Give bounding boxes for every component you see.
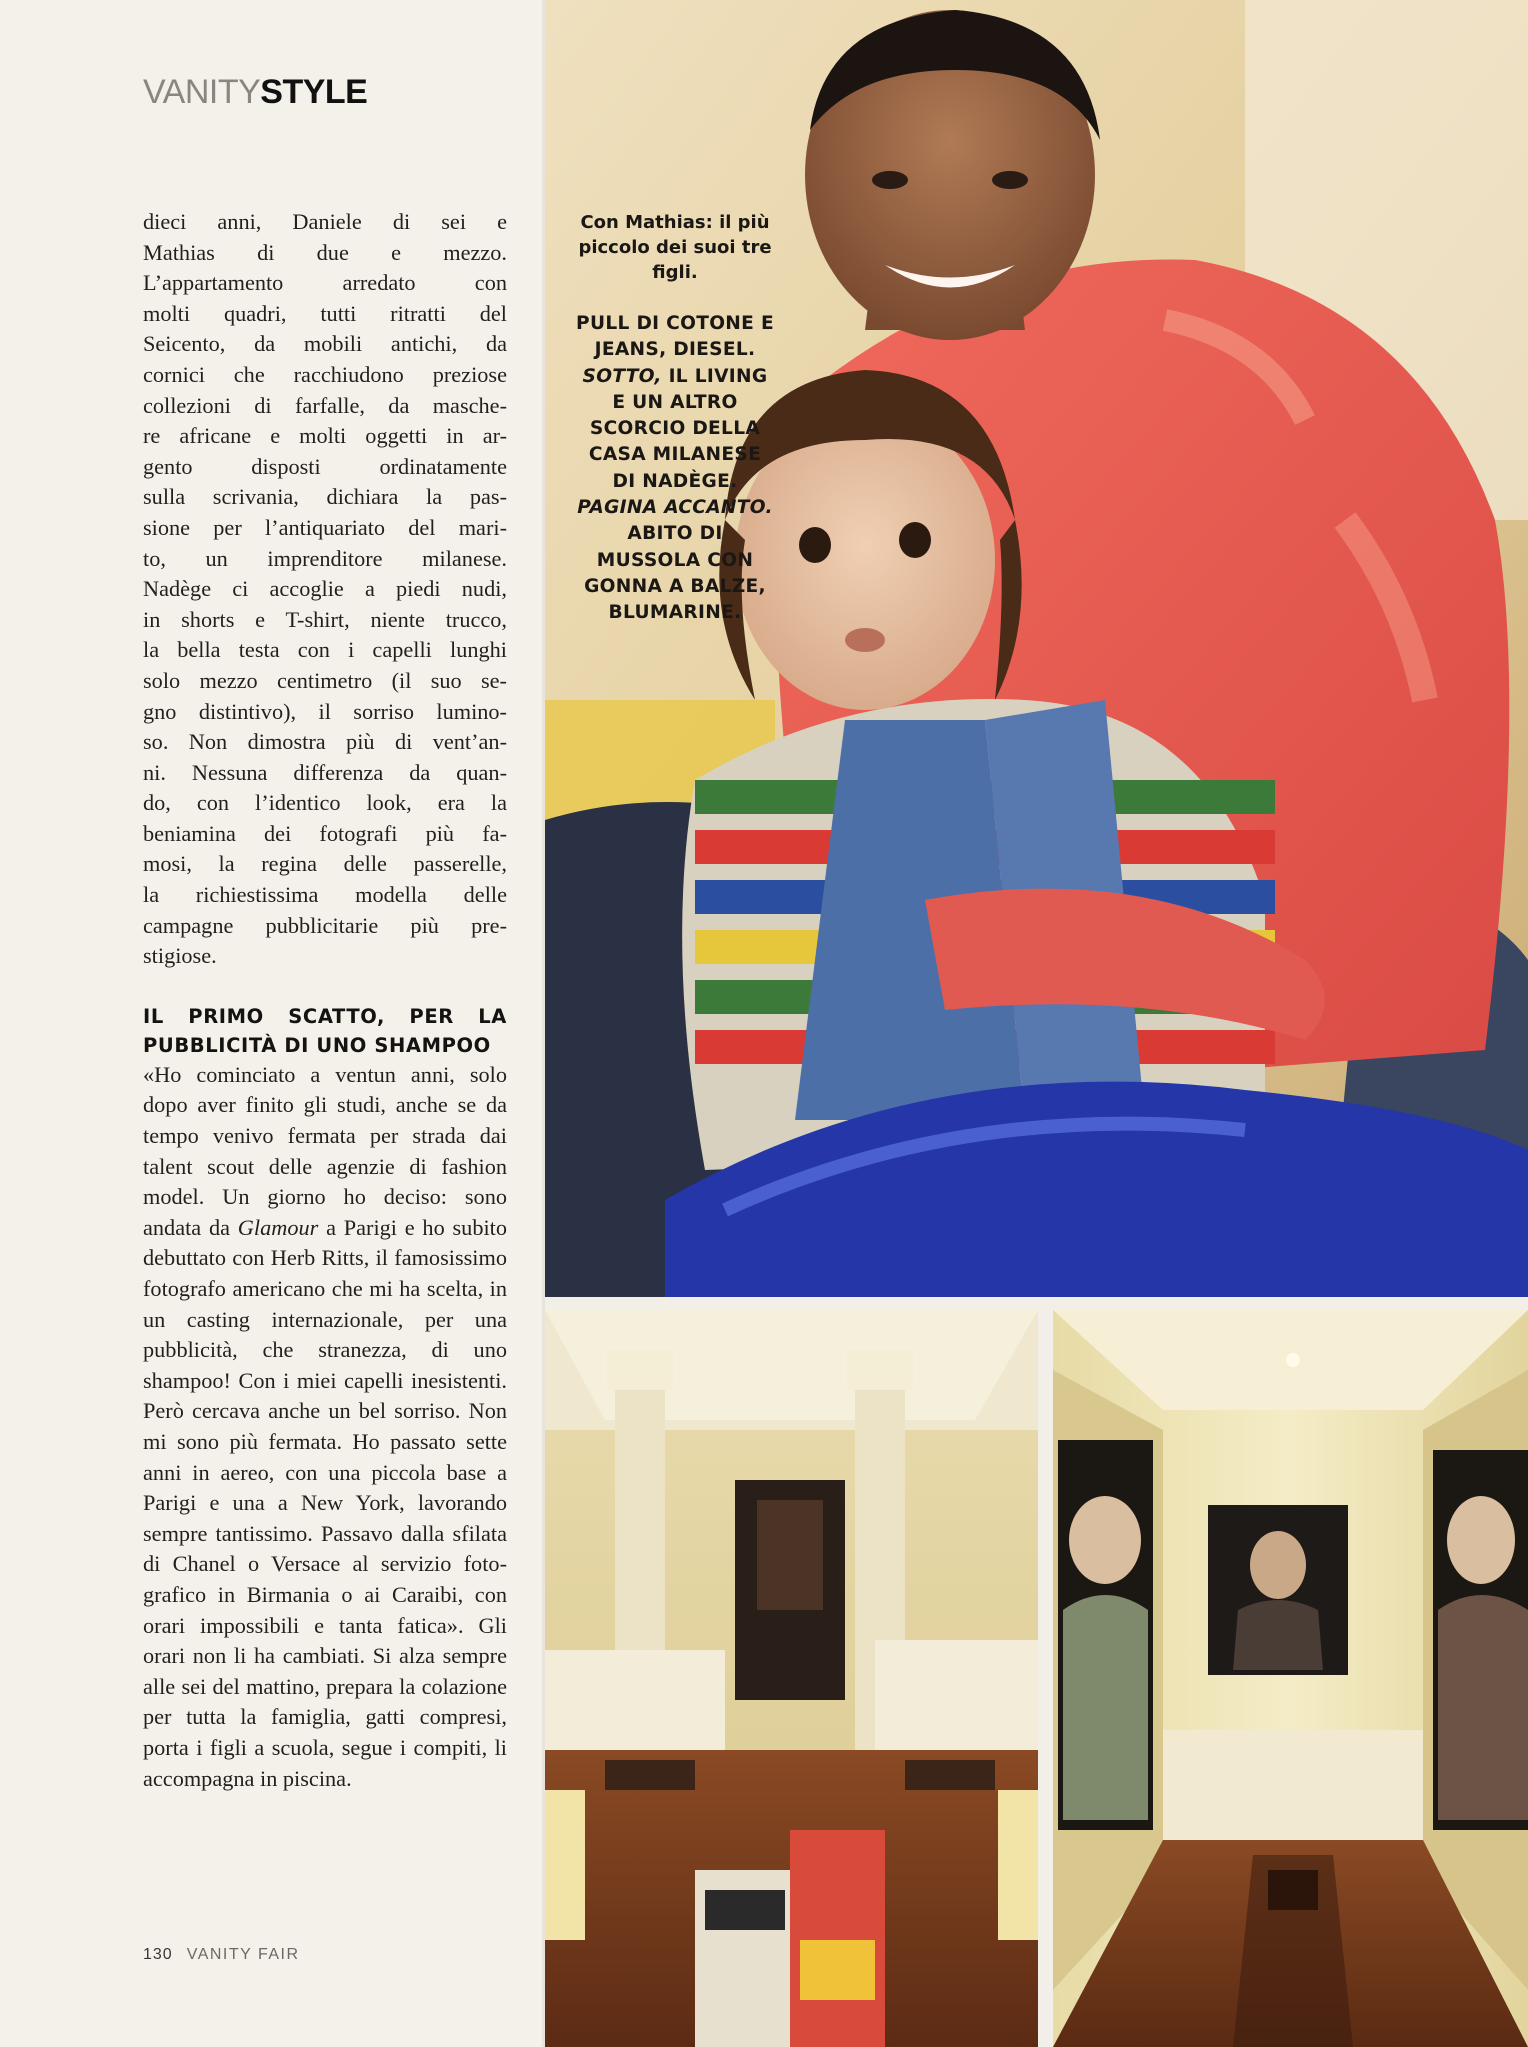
article-line: Nadège ci accoglie a piedi nudi, (143, 576, 507, 602)
caption-credit-4: PAGINA ACCANTO. (577, 497, 773, 519)
article-line: sione per l’antiquariato del mari- (143, 514, 507, 540)
paragraph-2-italic: Glamour (237, 1214, 319, 1240)
photo-caption (575, 210, 775, 627)
photo-gutter-horizontal (545, 1297, 1528, 1310)
caption-lead: Con Mathias: il più piccolo dei suoi tre figli. (578, 212, 772, 283)
article-paragraph-2 (143, 1060, 507, 1794)
photo-hallway (1053, 1310, 1528, 2047)
article-line: in shorts e T-shirt, niente trucco, (143, 606, 507, 632)
article-line: la bella testa con i capelli lunghi (143, 637, 507, 663)
caption-credit-2: SOTTO, (582, 365, 662, 387)
subhead-line-1: IL PRIMO SCATTO, PER LA (143, 1004, 507, 1028)
folio-magazine: VANITY FAIR (186, 1946, 300, 1963)
photo-living-room-illustration (545, 1310, 1038, 2047)
article-line: L’appartamento arredato con (143, 270, 507, 296)
article-line: cornici che racchiudono preziose (143, 361, 507, 387)
article-line: collezioni di farfalle, da masche- (143, 392, 507, 418)
photo-gutter-vertical (1038, 1310, 1053, 2047)
article-line: mosi, la regina delle passerelle, (143, 851, 507, 877)
article-line: campagne pubblicitarie più pre- (143, 912, 507, 938)
masthead (143, 72, 367, 112)
article-line: Seicento, da mobili antichi, da (143, 331, 507, 357)
article-line: Mathias di due e mezzo. (143, 239, 507, 265)
paragraph-2-text-b: a Parigi e ho subito debuttato con Herb Ritts, il famosissimo fotografo americano che mi ha scelta, in un casting internazionale, per una pubblicità, che stranezza, di uno shampoo! Con i miei capelli inesistenti. Però cercava anche un bel sorriso. Non mi sono più fermata. Ho passato sette anni in aereo, con una piccola base a Parigi e una a New York, lavorando sempre tantissimo. Passavo dalla sfilata di Chanel o Versace al servizio fotografico in Birmania o ai Caraibi, con orari impossibili e tanta fatica». Gli orari non li ha cambiati. Si alza sempre alle sei del mattino, prepara la colazione per tutta la famiglia, gatti compresi, porta i figli a scuola, segue i compiti, li accompagna in piscina. (143, 1214, 508, 1791)
caption-credit-3: IL LIVING E UN ALTRO SCORCIO DELLA CASA MILANESE DI NADÈGE. (588, 365, 768, 492)
subhead-line-2: PUBBLICITÀ DI UNO SHAMPOO (143, 1033, 491, 1057)
photo-hallway-illustration (1053, 1310, 1528, 2047)
article-line: beniamina dei fotografi più fa- (143, 820, 507, 846)
page-number: 130 (143, 1946, 173, 1963)
masthead-section: STYLE (260, 73, 368, 111)
caption-credit-5: ABITO DI MUSSOLA CON GONNA A BALZE, BLUMARINE. (584, 523, 766, 624)
paragraph-2-text-a: «Ho cominciato a ventun anni, solo dopo aver finito gli studi, anche se da tempo venivo fermata per strada dai talent scout delle agenzie di fashion model. Un giorno ho deciso: sono andata da (143, 1061, 507, 1240)
article-paragraph-1 (143, 207, 507, 972)
photo-mother-and-child (545, 0, 1528, 1297)
article-line: dieci anni, Daniele di sei e (143, 209, 507, 234)
article-subhead (143, 1002, 507, 1060)
article-line: so. Non dimostra più di vent’an- (143, 729, 507, 755)
article-line: to, un imprenditore milanese. (143, 545, 507, 571)
article-line: la richiestissima modella delle (143, 882, 507, 908)
caption-credit-1: PULL DI COTONE E JEANS, DIESEL. (576, 313, 774, 361)
masthead-brand: VANITY (143, 73, 261, 111)
article-line: gno distintivo), il sorriso lumino- (143, 698, 507, 724)
folio (143, 1946, 300, 1964)
article-body (143, 207, 507, 1794)
article-line: do, con l’identico look, era la (143, 790, 507, 816)
caption-credits (575, 311, 775, 627)
article-line: sulla scrivania, dichiara la pas- (143, 484, 507, 510)
article-line: re africane e molti oggetti in ar- (143, 423, 507, 449)
article-line: stigiose. (143, 943, 217, 969)
photo-mother-and-child-illustration (545, 0, 1528, 1297)
article-line: ni. Nessuna differenza da quan- (143, 759, 507, 785)
article-line: gento disposti ordinatamente (143, 453, 507, 479)
article-line: solo mezzo centimetro (il suo se- (143, 667, 507, 693)
article-line: molti quadri, tutti ritratti del (143, 300, 507, 326)
photo-living-room (545, 1310, 1038, 2047)
